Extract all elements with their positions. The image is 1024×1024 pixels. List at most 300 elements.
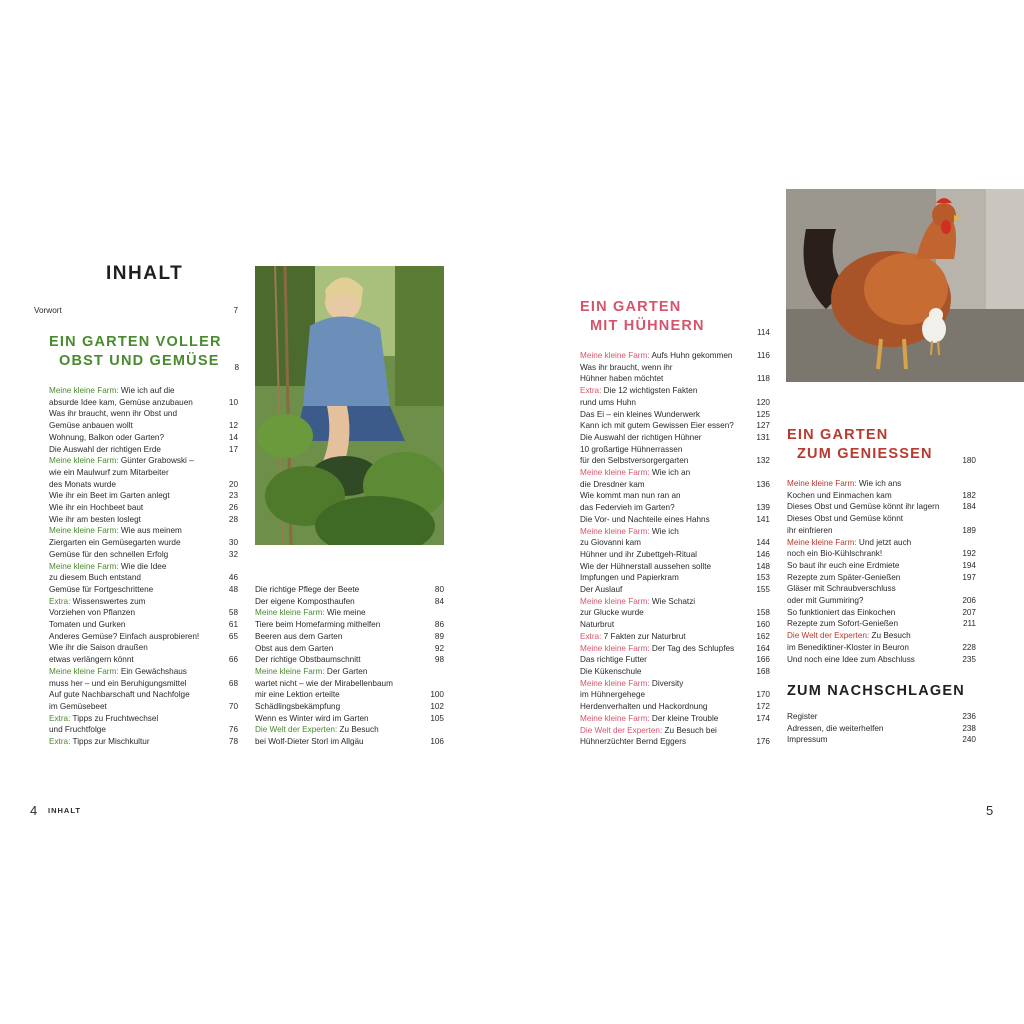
toc-entry[interactable] [787,478,976,490]
entry-marker: Extra: [49,713,71,723]
entry-text: Und jetzt auch [856,537,912,547]
vorwort-row[interactable] [34,305,238,317]
entry-marker: Die Welt der Experten: [255,725,338,735]
toc-entry[interactable] [580,572,770,584]
entry-text: Gläser mit Schraubverschluss [787,584,896,594]
chapter-line-2: OBST UND GEMÜSE [59,353,220,369]
entry-text: oder mit Gummiring? [787,596,864,606]
entry-page: 17 [228,444,238,454]
entry-text: Wie Schatzi [649,596,696,606]
toc-entry[interactable] [49,455,238,467]
entry-page: 120 [756,397,770,407]
entry-page: 70 [228,701,238,711]
toc-entry[interactable] [787,537,976,549]
entry-page: 61 [228,620,238,630]
entry-page: 86 [434,620,444,630]
toc-entry[interactable] [255,596,444,608]
entry-text: Beeren aus dem Garten [255,631,343,641]
toc-entry[interactable] [49,701,238,713]
entry-text: das Federvieh im Garten? [580,503,675,513]
entry-page: 30 [228,538,238,548]
chapter-page: 114 [756,328,770,337]
entry-text: Auf gute Nachbarschaft und Nachfolge [49,690,190,700]
toc-entry[interactable] [580,678,770,690]
chapter-heading-nachschlagen[interactable] [787,682,976,701]
entry-text: Vorwort [34,306,62,315]
toc-entry[interactable] [49,420,238,432]
entry-page: 170 [756,690,770,700]
toc-entry[interactable] [255,631,444,643]
entry-page: 98 [434,655,444,665]
entry-text: Impfungen und Papierkram [580,573,679,583]
entry-page: 118 [756,374,770,384]
toc-entry[interactable] [787,513,976,525]
entry-text: Hühner und ihr Zubettgeh-Ritual [580,549,697,559]
toc-entry[interactable] [580,549,770,561]
right-page [512,0,1024,1024]
entry-text: Der richtige Obstbaumschnitt [255,655,361,665]
toc-entry[interactable] [255,713,444,725]
entry-page: 174 [756,713,770,723]
entry-page: 127 [756,421,770,431]
entry-text: die Dresdner kam [580,479,645,489]
entry-text: Diversity [649,678,684,688]
entry-text: Tomaten und Gurken [49,620,126,630]
entry-text: Naturbrut [580,620,615,630]
entry-text: Wie ihr am besten loslegt [49,514,141,524]
entry-text: etwas verlängern könnt [49,655,134,665]
entry-text: Wissenswertes zum [70,596,146,606]
entry-text: wartet nicht – wie der Mirabellenbaum [255,678,393,688]
toc-entry[interactable] [49,385,238,397]
entry-text: im Hühnergehege [580,690,646,700]
entry-page: 65 [228,631,238,641]
toc-entry[interactable] [580,467,770,479]
entry-marker: Meine kleine Farm: [580,596,650,606]
entry-text: Die richtige Pflege der Beete [255,585,360,594]
chapter-line-2: ZUM GENIESSEN [797,446,933,462]
toc-entry[interactable] [49,444,238,456]
toc-entry[interactable] [255,654,444,666]
entry-page: 176 [756,737,770,747]
entry-marker: Meine kleine Farm: [580,643,650,653]
entry-text: So funktioniert das Einkochen [787,607,896,617]
entry-page: 189 [962,525,976,535]
toc-entry[interactable] [255,678,444,690]
entry-page: 184 [962,502,976,512]
entry-text: Wie ich an [649,468,691,478]
entry-text: Gemüse anbauen wollt [49,421,133,431]
entry-page: 23 [228,491,238,501]
entry-page: 14 [228,432,238,442]
entry-page: 32 [228,549,238,559]
toc-entry[interactable] [49,467,238,479]
toc-entry[interactable] [787,583,976,595]
chapter-page: 8 [234,363,239,372]
gardener-image [255,266,444,545]
entry-text: Impressum [787,735,828,745]
entry-page: 105 [430,713,444,723]
entry-text: Tipps zu Fruchtwechsel [70,713,159,723]
toc-entry[interactable] [580,584,770,596]
chapter-line-1: EIN GARTEN VOLLER [49,334,222,350]
entry-page: 136 [756,479,770,489]
entry-page: 7 [233,306,238,315]
toc-entry[interactable] [787,490,976,502]
toc-entry[interactable] [580,479,770,491]
toc-entry[interactable] [255,724,444,736]
toc-column-left-2 [255,584,444,748]
entry-page: 132 [756,456,770,466]
entry-text: Was ihr braucht, wenn ihr [580,362,673,372]
toc-entry[interactable] [580,713,770,725]
entry-marker: Die Welt der Experten: [787,631,870,641]
entry-page: 26 [228,503,238,513]
entry-text: bei Wolf-Dieter Storl im Allgäu [255,737,364,747]
entry-text: im Gemüsebeet [49,701,107,711]
toc-entry[interactable] [580,385,770,397]
entry-page: 236 [962,712,976,721]
entry-marker: Meine kleine Farm: [255,666,325,676]
entry-marker: Meine kleine Farm: [580,468,650,478]
toc-entry[interactable] [580,643,770,655]
entry-marker: Extra: [580,386,602,396]
entry-page: 206 [962,596,976,606]
chapter-heading-huehner[interactable] [580,298,770,336]
toc-entry[interactable] [49,713,238,725]
toc-entry[interactable] [580,362,770,374]
toc-entry[interactable] [49,490,238,502]
toc-entry[interactable] [49,607,238,619]
toc-entry[interactable] [49,525,238,537]
toc-entry[interactable] [49,514,238,526]
chicken-image [786,189,1024,382]
entry-text: Wie ihr ein Hochbeet baut [49,503,144,513]
chapter-line-1: EIN GARTEN [787,427,889,443]
toc-entry[interactable] [787,734,976,746]
toc-entry[interactable] [49,502,238,514]
entry-page: 125 [756,409,770,419]
toc-entry[interactable] [255,666,444,678]
running-head: INHALT [48,806,81,815]
entry-page: 153 [756,573,770,583]
toc-entry[interactable] [580,502,770,514]
entry-page: 92 [434,643,444,653]
entry-page: 48 [228,584,238,594]
toc-entry[interactable] [787,572,976,584]
entry-text: mir eine Lektion erteilte [255,690,340,700]
entry-text: Aufs Huhn gekommen [649,351,733,360]
entry-text: zu diesem Buch entstand [49,573,141,583]
toc-column-right-3 [787,711,976,746]
entry-text: Zu Besuch [869,631,911,641]
toc-entry[interactable] [255,736,444,748]
toc-entry[interactable] [580,736,770,748]
toc-column-right-2 [787,478,976,665]
entry-marker: Meine kleine Farm: [787,537,857,547]
entry-text: Zu Besuch [337,725,379,735]
toc-entry[interactable] [255,619,444,631]
toc-entry[interactable] [49,642,238,654]
toc-entry[interactable] [255,689,444,701]
toc-entry[interactable] [787,501,976,513]
entry-text: Adressen, die weiterhelfen [787,723,884,733]
entry-text: Der kleine Trouble [649,713,719,723]
entry-text: Der Tag des Schlupfes [649,643,735,653]
entry-page: 131 [756,432,770,442]
toc-entry[interactable] [49,736,238,748]
chicken-photo [786,189,1024,382]
entry-text: Schädlingsbekämpfung [255,702,341,712]
toc-column-left-1 [49,385,238,748]
toc-entry[interactable] [580,526,770,538]
toc-entry[interactable] [580,666,770,678]
entry-text: Wenn es Winter wird im Garten [255,713,369,723]
entry-text: Wie aus meinem [118,526,182,536]
toc-entry[interactable] [580,631,770,643]
toc-entry[interactable] [787,525,976,537]
chapter-line-1: EIN GARTEN [580,299,682,315]
toc-entry[interactable] [580,409,770,421]
entry-page: 76 [228,725,238,735]
toc-entry[interactable] [49,654,238,666]
toc-entry[interactable] [580,490,770,502]
entry-text: Wie ich auf die [118,386,175,395]
entry-page: 10 [228,397,238,407]
toc-entry[interactable] [255,643,444,655]
toc-entry[interactable] [49,678,238,690]
toc-entry[interactable] [49,689,238,701]
toc-entry[interactable] [580,654,770,666]
entry-text: Der Garten [324,666,368,676]
entry-text: Register [787,712,818,721]
entry-page: 28 [228,514,238,524]
entry-text: Was ihr braucht, wenn ihr Obst und [49,409,178,419]
entry-page: 207 [962,607,976,617]
toc-entry[interactable] [49,397,238,409]
toc-entry[interactable] [787,560,976,572]
toc-entry[interactable] [580,607,770,619]
toc-column-right-1 [580,350,770,748]
entry-page: 58 [228,608,238,618]
chapter-heading-obst-gemuese[interactable] [49,333,239,371]
entry-text: Dieses Obst und Gemüse könnt ihr lagern [787,502,940,512]
entry-text: für den Selbstversorgergarten [580,456,689,466]
toc-entry[interactable] [787,618,976,630]
page-number-left: 4 [30,803,38,818]
entry-text: zu Giovanni kam [580,538,641,548]
entry-page: 182 [962,490,976,500]
entry-marker: Meine kleine Farm: [49,666,119,676]
entry-text: Günter Grabowski – [118,456,194,466]
toc-entry[interactable] [580,537,770,549]
entry-text: absurde Idee kam, Gemüse anzubauen [49,397,193,407]
entry-marker: Meine kleine Farm: [49,386,119,395]
toc-entry[interactable] [787,630,976,642]
chapter-line-2: MIT HÜHNERN [590,318,705,334]
toc-entry[interactable] [49,561,238,573]
entry-text: Rezepte zum Später-Genießen [787,572,901,582]
entry-text: Hühner haben möchtet [580,374,664,384]
entry-text: Tipps zur Mischkultur [70,737,150,747]
toc-entry[interactable] [580,596,770,608]
entry-text: noch ein Bio-Kühlschrank! [787,549,883,559]
toc-entry[interactable] [580,725,770,737]
toc-entry[interactable] [787,711,976,723]
entry-text: Rezepte zum Sofort-Genießen [787,619,899,629]
toc-entry[interactable] [580,561,770,573]
entry-page: 211 [962,619,976,629]
page-title: INHALT [106,263,184,284]
entry-page: 80 [434,585,444,594]
toc-entry[interactable] [49,666,238,678]
entry-text: Wie ihr die Saison draußen [49,643,148,653]
entry-page: 168 [756,666,770,676]
chapter-heading-geniessen[interactable] [787,426,976,464]
entry-text: Ein Gewächshaus [118,666,187,676]
toc-entry[interactable] [580,619,770,631]
entry-marker: Meine kleine Farm: [787,479,857,488]
toc-entry[interactable] [787,723,976,735]
entry-text: des Monats wurde [49,479,116,489]
entry-text: Zu Besuch bei [662,725,717,735]
toc-entry[interactable] [787,607,976,619]
entry-text: Herdenverhalten und Hackordnung [580,702,708,712]
entry-page: 12 [228,421,238,431]
toc-entry[interactable] [49,432,238,444]
entry-page: 148 [756,561,770,571]
entry-text: Kochen und Einmachen kam [787,490,892,500]
entry-page: 238 [962,723,976,733]
entry-marker: Meine kleine Farm: [49,456,119,466]
entry-page: 158 [756,608,770,618]
entry-text: Die 12 wichtigsten Fakten [601,386,698,396]
entry-page: 166 [756,655,770,665]
toc-entry[interactable] [787,642,976,654]
entry-marker: Meine kleine Farm: [580,678,650,688]
entry-page: 164 [756,643,770,653]
toc-entry[interactable] [255,607,444,619]
entry-page: 160 [756,620,770,630]
toc-entry[interactable] [580,689,770,701]
entry-page: 20 [228,479,238,489]
entry-marker: Meine kleine Farm: [255,608,325,618]
entry-text: Wie kommt man nun ran an [580,491,681,501]
entry-marker: Meine kleine Farm: [49,561,119,571]
entry-page: 240 [962,735,976,745]
toc-entry[interactable] [580,432,770,444]
entry-text: Gemüse für den schnellen Erfolg [49,549,169,559]
toc-entry[interactable] [580,455,770,467]
entry-text: Die Vor- und Nachteile eines Hahns [580,514,710,524]
entry-page: 194 [962,560,976,570]
toc-entry[interactable] [580,397,770,409]
entry-page: 84 [434,596,444,606]
entry-text: Obst aus dem Garten [255,643,334,653]
toc-entry[interactable] [49,537,238,549]
entry-text: Wie ich ans [856,479,902,488]
toc-entry[interactable] [255,584,444,596]
entry-page: 106 [430,737,444,747]
entry-text: Das Ei – ein kleines Wunderwerk [580,409,700,419]
entry-text: ihr einfrieren [787,525,833,535]
entry-text: Wohnung, Balkon oder Garten? [49,432,165,442]
toc-entry[interactable] [580,514,770,526]
entry-text: Wie ich [649,526,679,536]
entry-text: Ziergarten ein Gemüsegarten wurde [49,538,181,548]
toc-entry[interactable] [49,596,238,608]
entry-marker: Meine kleine Farm: [49,526,119,536]
toc-entry[interactable] [49,479,238,491]
entry-marker: Extra: [49,596,71,606]
entry-text: rund ums Huhn [580,397,636,407]
entry-text: Gemüse für Fortgeschrittene [49,584,154,594]
entry-page: 192 [962,549,976,559]
entry-page: 155 [756,585,770,595]
toc-entry[interactable] [49,549,238,561]
entry-page: 139 [756,503,770,513]
toc-entry[interactable] [49,408,238,420]
entry-page: 66 [228,655,238,665]
entry-marker: Meine kleine Farm: [580,713,650,723]
entry-text: Wie ihr ein Beet im Garten anlegt [49,491,170,501]
toc-entry[interactable] [787,654,976,666]
entry-page: 144 [756,538,770,548]
toc-entry[interactable] [580,350,770,362]
toc-entry[interactable] [580,701,770,713]
toc-entry[interactable] [580,444,770,456]
gardener-photo [255,266,444,545]
entry-page: 235 [962,654,976,664]
entry-text: Vorziehen von Pflanzen [49,608,136,618]
toc-entry[interactable] [580,373,770,385]
toc-entry[interactable] [49,572,238,584]
entry-marker: Extra: [49,737,71,747]
entry-text: Der Auslauf [580,585,623,595]
entry-text: Der eigene Komposthaufen [255,596,355,606]
toc-entry[interactable] [255,701,444,713]
entry-page: 89 [434,631,444,641]
entry-marker: Die Welt der Experten: [580,725,663,735]
entry-text: Die Kükenschule [580,666,642,676]
entry-marker: Extra: [580,631,602,641]
entry-page: 162 [756,631,770,641]
entry-page: 68 [228,678,238,688]
entry-page: 197 [962,572,976,582]
entry-page: 146 [756,549,770,559]
entry-marker: Meine kleine Farm: [580,526,650,536]
entry-page: 100 [430,690,444,700]
entry-text: wie ein Maulwurf zum Mitarbeiter [49,467,169,477]
toc-entry[interactable] [49,724,238,736]
toc-entry[interactable] [49,631,238,643]
entry-page: 78 [228,737,238,747]
entry-page: 141 [756,514,770,524]
entry-text: Kann ich mit gutem Gewissen Eier essen? [580,421,734,431]
toc-entry[interactable] [787,548,976,560]
entry-page: 46 [228,573,238,583]
entry-page: 228 [962,642,976,652]
toc-entry[interactable] [49,619,238,631]
entry-marker: Meine kleine Farm: [580,351,650,360]
toc-entry[interactable] [49,584,238,596]
entry-text: Die Auswahl der richtigen Hühner [580,432,702,442]
entry-text: Wie meine [324,608,366,618]
entry-text: Tiere beim Homefarming mithelfen [255,620,381,630]
entry-page: 116 [756,351,770,360]
toc-entry[interactable] [787,595,976,607]
toc-entry[interactable] [580,420,770,432]
